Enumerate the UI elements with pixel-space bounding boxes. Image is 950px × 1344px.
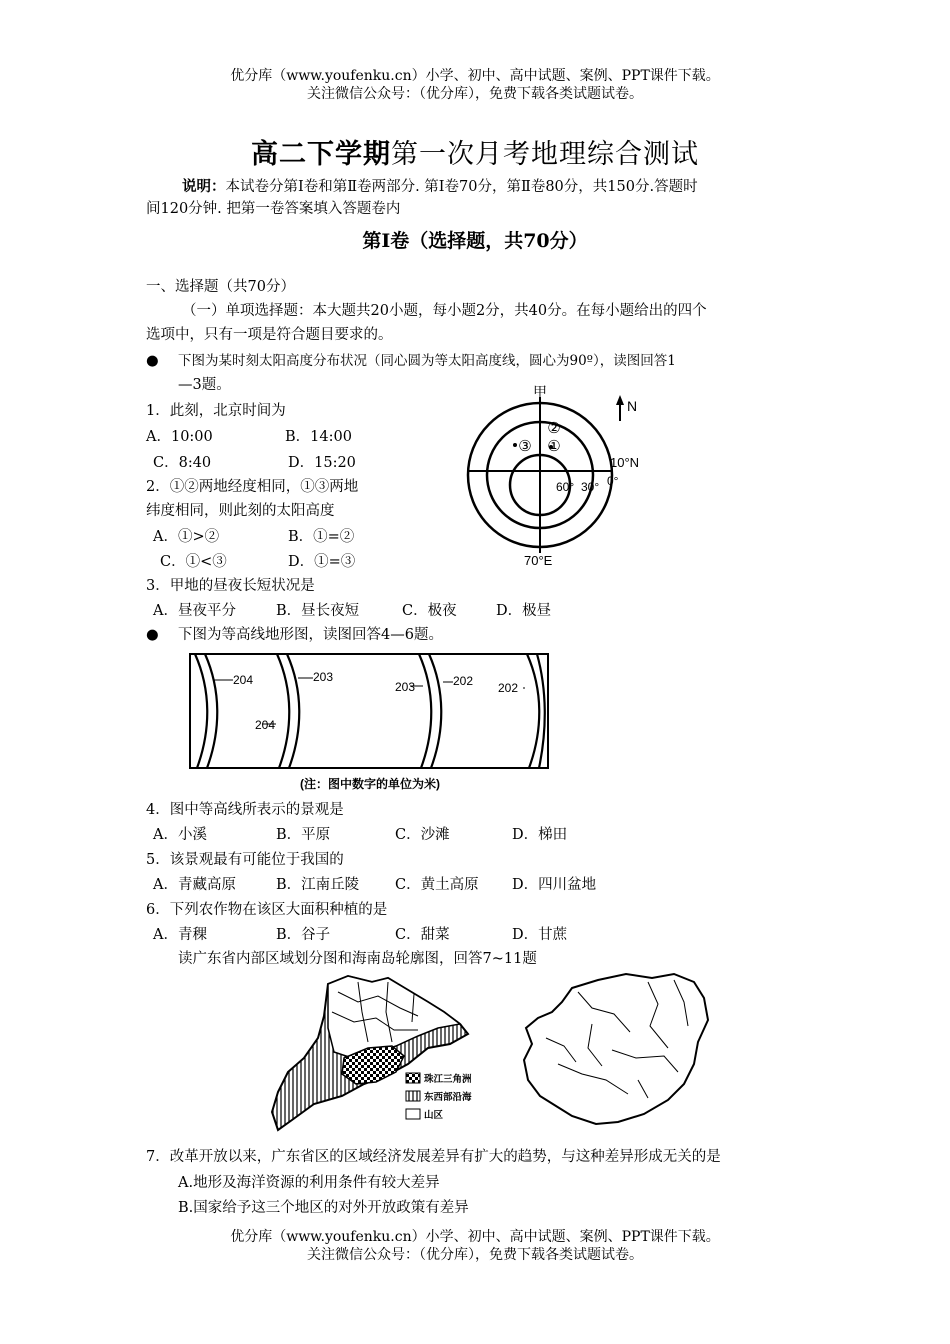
- map-intro: 读广东省内部区域划分图和海南岛轮廓图，回答7~11题: [178, 951, 537, 967]
- q3-option-a: A．昼夜平分: [153, 603, 236, 619]
- q1-option-d: D．15:20: [288, 455, 356, 471]
- q3-stem: 3．甲地的昼夜长短状况是: [146, 578, 315, 594]
- q5-option-c: C．黄土高原: [395, 877, 479, 893]
- label-30: 30°: [581, 480, 600, 494]
- label-point-3: ③: [518, 438, 532, 455]
- q1-stem: 1．此刻，北京时间为: [146, 403, 286, 419]
- legend-mountain: 山区: [424, 1110, 444, 1121]
- q2-option-c: C．①<③: [160, 554, 227, 570]
- q4-stem: 4．图中等高线所表示的景观是: [146, 802, 344, 818]
- bullet-1-line-2: —3题。: [178, 377, 231, 393]
- label-jia: 甲: [533, 385, 547, 400]
- legend-delta: 珠江三角洲: [424, 1074, 472, 1085]
- label-0: 0°: [607, 474, 619, 488]
- label-70e: 70°E: [524, 553, 553, 568]
- contour-label-203b: 203: [395, 680, 416, 694]
- intro-line-2: 间120分钟. 把第一卷答案填入答题卷内: [146, 201, 401, 217]
- label-point-2: ②: [547, 420, 561, 437]
- q5-option-b: B．江南丘陵: [276, 877, 360, 893]
- q4-option-a: A．小溪: [153, 827, 207, 843]
- north-arrow-icon: [616, 395, 624, 405]
- page-title: [0, 132, 950, 171]
- q1-option-c: C．8:40: [153, 455, 212, 471]
- q7-option-a: A.地形及海洋资源的利用条件有较大差异: [178, 1175, 440, 1191]
- legend-swatch-delta: [406, 1073, 420, 1083]
- sun-altitude-figure: [460, 385, 660, 575]
- q2-option-a: A．①>②: [153, 529, 220, 545]
- instructions-line-2: 选项中，只有一项是符合题目要求的。: [146, 327, 393, 343]
- label-10n: 10°N: [610, 455, 640, 470]
- q2-stem-1: 2．①②两地经度相同，①③两地: [146, 479, 359, 495]
- contour-map-figure: [185, 650, 555, 796]
- guangdong-map: [268, 972, 498, 1134]
- q1-option-b: B．14:00: [285, 429, 352, 445]
- q4-option-b: B．平原: [276, 827, 331, 843]
- q6-option-d: D．甘蔗: [512, 927, 568, 943]
- intro-line-1: [182, 177, 698, 197]
- q2-option-b: B．①=②: [288, 529, 355, 545]
- title-rest: 第一次月考地理综合测试: [391, 139, 699, 170]
- contour-line: [419, 654, 431, 768]
- instructions-line-1: （一）单项选择题：本大题共20小题，每小题2分，共40分。在每小题给出的四个: [182, 303, 707, 319]
- section-1-title: 第Ⅰ卷（选择题，共70分）: [362, 230, 588, 252]
- contour-label-202: 202: [453, 674, 474, 688]
- footer-line-2: 关注微信公众号：（优分库），免费下载各类试题试卷。: [307, 1247, 643, 1263]
- contour-line: [195, 654, 207, 768]
- q6-option-b: B．谷子: [276, 927, 331, 943]
- label-north: N: [627, 398, 638, 414]
- q7-stem: 7．改革开放以来，广东省区的区域经济发展差异有扩大的趋势，与这种差异形成无关的是: [146, 1149, 721, 1165]
- q3-option-d: D．极昼: [496, 603, 552, 619]
- q5-option-d: D．四川盆地: [512, 877, 597, 893]
- contour-note: (注：图中数字的单位为米): [300, 777, 440, 791]
- q2-stem-2: 纬度相同，则此刻的太阳高度: [146, 503, 335, 519]
- label-point-1: ①: [547, 438, 561, 455]
- bullet-1-line-1: 下图为某时刻太阳高度分布状况（同心圆为等太阳高度线，圆心为90º），读图回答1: [178, 353, 676, 369]
- q5-stem: 5．该景观最有可能位于我国的: [146, 852, 344, 868]
- q6-stem: 6．下列农作物在该区大面积种植的是: [146, 902, 388, 918]
- q5-option-a: A．青藏高原: [153, 877, 236, 893]
- intro-label: 说明：: [182, 178, 226, 195]
- point-3-dot: [513, 443, 517, 447]
- legend-coast: 东西部沿海: [424, 1092, 472, 1103]
- hainan-outline: [524, 974, 708, 1124]
- header-line-1: 优分库（www.youfenku.cn）小学、初中、高中试题、案例、PPT课件下载。: [230, 68, 720, 84]
- q4-option-d: D．梯田: [512, 827, 568, 843]
- q4-option-c: C．沙滩: [395, 827, 450, 843]
- intro-text-1: 本试卷分第Ⅰ卷和第Ⅱ卷两部分. 第Ⅰ卷70分，第Ⅱ卷80分，共150分.答题时: [225, 179, 698, 195]
- contour-label-204: 204: [233, 673, 254, 687]
- bullet-2-text: 下图为等高线地形图，读图回答4—6题。: [178, 627, 443, 643]
- contour-line: [277, 654, 289, 768]
- q6-option-c: C．甜菜: [395, 927, 450, 943]
- contour-line: [527, 654, 539, 768]
- header-line-2: 关注微信公众号：（优分库），免费下载各类试题试卷。: [307, 86, 643, 102]
- bullet-dot-2: ●: [146, 627, 159, 643]
- legend-swatch-coast: [406, 1091, 420, 1101]
- label-60: 60°: [556, 480, 575, 494]
- contour-label-203: 203: [313, 670, 334, 684]
- q1-option-a: A．10:00: [146, 429, 213, 445]
- q2-option-d: D．①=③: [288, 554, 356, 570]
- q6-option-a: A．青稞: [153, 927, 207, 943]
- q7-option-b: B.国家给予这三个地区的对外开放政策有差异: [178, 1200, 469, 1216]
- footer-line-1: 优分库（www.youfenku.cn）小学、初中、高中试题、案例、PPT课件下载。: [230, 1229, 720, 1245]
- legend-swatch-mountain: [406, 1109, 420, 1119]
- contour-label-204b: 204: [255, 718, 276, 732]
- q3-option-b: B．昼长夜短: [276, 603, 360, 619]
- part-1-heading: 一、选择题（共70分）: [146, 279, 295, 295]
- hainan-map: [518, 968, 718, 1132]
- contour-frame: [190, 654, 548, 768]
- bullet-dot-1: ●: [146, 353, 159, 369]
- contour-label-202b: 202: [498, 681, 519, 695]
- title-bold: 高二下学期: [251, 139, 391, 170]
- q3-option-c: C．极夜: [402, 603, 457, 619]
